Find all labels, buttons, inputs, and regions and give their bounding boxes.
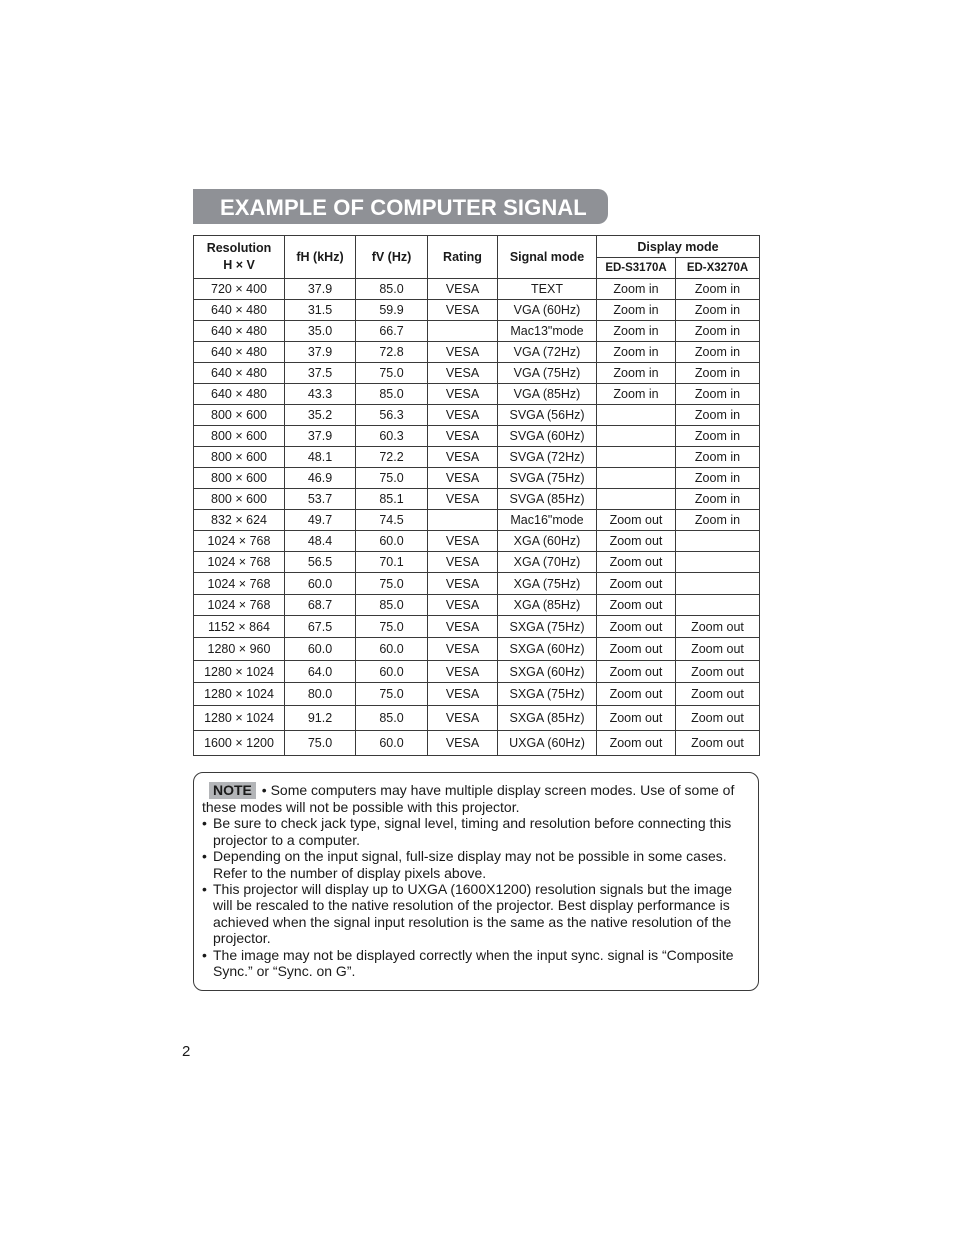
cell-display-ed-x3270a: Zoom in [676, 468, 760, 489]
cell-signal-mode: SXGA (75Hz) [498, 616, 597, 638]
cell-display-ed-s3170a: Zoom in [597, 321, 676, 342]
cell-fh: 64.0 [285, 661, 356, 683]
cell-signal-mode: SVGA (56Hz) [498, 405, 597, 426]
cell-resolution: 800 × 600 [194, 426, 285, 447]
cell-display-ed-s3170a: Zoom out [597, 616, 676, 638]
note-item-text: Depending on the input signal, full-size display may not be possible in some cases. Refer to the number of display pixels above. [213, 848, 727, 881]
cell-resolution: 1024 × 768 [194, 573, 285, 595]
note-item [202, 815, 748, 848]
cell-fh: 37.9 [285, 426, 356, 447]
cell-signal-mode: SVGA (75Hz) [498, 468, 597, 489]
note-bullet: • [202, 881, 207, 898]
cell-fh: 68.7 [285, 595, 356, 616]
cell-display-ed-s3170a: Zoom out [597, 573, 676, 595]
cell-fv: 75.0 [356, 468, 428, 489]
table-row [194, 468, 760, 489]
cell-rating: VESA [428, 706, 498, 731]
cell-fh: 75.0 [285, 731, 356, 756]
cell-fh: 80.0 [285, 683, 356, 706]
cell-display-ed-s3170a: Zoom out [597, 731, 676, 756]
cell-resolution: 1600 × 1200 [194, 731, 285, 756]
header-fv: fV (Hz) [356, 236, 428, 279]
cell-fv: 75.0 [356, 616, 428, 638]
note-bullet: • [202, 848, 207, 865]
header-rating: Rating [428, 236, 498, 279]
cell-fv: 70.1 [356, 552, 428, 573]
computer-signal-table [193, 235, 760, 756]
cell-display-ed-x3270a: Zoom out [676, 616, 760, 638]
cell-display-ed-s3170a: Zoom out [597, 510, 676, 531]
table-row [194, 595, 760, 616]
cell-rating: VESA [428, 300, 498, 321]
cell-display-ed-s3170a: Zoom out [597, 706, 676, 731]
note-item [202, 848, 748, 881]
note-item [202, 947, 748, 980]
cell-resolution: 1280 × 1024 [194, 661, 285, 683]
cell-fh: 35.0 [285, 321, 356, 342]
note-label: NOTE [209, 782, 256, 799]
cell-display-ed-x3270a: Zoom in [676, 363, 760, 384]
table-row [194, 510, 760, 531]
cell-rating: VESA [428, 447, 498, 468]
cell-fv: 75.0 [356, 683, 428, 706]
cell-resolution: 1024 × 768 [194, 552, 285, 573]
cell-signal-mode: XGA (70Hz) [498, 552, 597, 573]
cell-resolution: 1024 × 768 [194, 531, 285, 552]
cell-fh: 48.4 [285, 531, 356, 552]
cell-rating: VESA [428, 426, 498, 447]
table-row [194, 405, 760, 426]
note-bullet: • [261, 782, 267, 798]
cell-rating: VESA [428, 363, 498, 384]
cell-fh: 37.5 [285, 363, 356, 384]
cell-display-ed-x3270a: Zoom out [676, 638, 760, 661]
cell-fv: 85.0 [356, 384, 428, 405]
cell-signal-mode: VGA (75Hz) [498, 363, 597, 384]
table-row [194, 363, 760, 384]
cell-signal-mode: TEXT [498, 279, 597, 300]
note-bullet: • [202, 946, 207, 963]
cell-signal-mode: VGA (85Hz) [498, 384, 597, 405]
cell-fv: 75.0 [356, 363, 428, 384]
cell-resolution: 1280 × 960 [194, 638, 285, 661]
cell-fh: 37.9 [285, 342, 356, 363]
header-fh: fH (kHz) [285, 236, 356, 279]
cell-fh: 67.5 [285, 616, 356, 638]
cell-display-ed-s3170a: Zoom in [597, 300, 676, 321]
cell-resolution: 1152 × 864 [194, 616, 285, 638]
cell-fh: 43.3 [285, 384, 356, 405]
table-row [194, 552, 760, 573]
cell-display-ed-s3170a: Zoom in [597, 342, 676, 363]
cell-rating: VESA [428, 616, 498, 638]
cell-signal-mode: XGA (60Hz) [498, 531, 597, 552]
signal-table-body [194, 279, 760, 756]
cell-signal-mode: Mac13"mode [498, 321, 597, 342]
cell-fh: 31.5 [285, 300, 356, 321]
table-row [194, 279, 760, 300]
table-row [194, 661, 760, 683]
table-row [194, 616, 760, 638]
cell-display-ed-x3270a: Zoom out [676, 706, 760, 731]
cell-resolution: 640 × 480 [194, 342, 285, 363]
note-item-text: This projector will display up to UXGA (1600X1200) resolution signals but the image will be rescaled to the native resolution of the projector. Best display performance is achieved when the signal input resolution is the same as the native resolution of the projector. [213, 881, 733, 947]
table-row [194, 573, 760, 595]
cell-fv: 60.0 [356, 531, 428, 552]
cell-signal-mode: SVGA (85Hz) [498, 489, 597, 510]
cell-display-ed-x3270a: Zoom in [676, 489, 760, 510]
cell-rating: VESA [428, 573, 498, 595]
cell-display-ed-x3270a: Zoom in [676, 426, 760, 447]
cell-resolution: 800 × 600 [194, 489, 285, 510]
cell-resolution: 640 × 480 [194, 300, 285, 321]
cell-resolution: 640 × 480 [194, 321, 285, 342]
table-row [194, 384, 760, 405]
cell-resolution: 1280 × 1024 [194, 706, 285, 731]
note-bullet: • [202, 815, 207, 832]
cell-fh: 37.9 [285, 279, 356, 300]
cell-fh: 60.0 [285, 573, 356, 595]
cell-fv: 85.0 [356, 279, 428, 300]
cell-resolution: 800 × 600 [194, 405, 285, 426]
cell-fh: 49.7 [285, 510, 356, 531]
cell-display-ed-x3270a [676, 531, 760, 552]
note-item-text: Be sure to check jack type, signal level, timing and resolution before connecting this projector to a computer. [213, 815, 732, 848]
cell-signal-mode: VGA (72Hz) [498, 342, 597, 363]
cell-display-ed-s3170a [597, 447, 676, 468]
cell-display-ed-s3170a [597, 489, 676, 510]
cell-resolution: 800 × 600 [194, 447, 285, 468]
cell-display-ed-x3270a [676, 595, 760, 616]
cell-fv: 85.1 [356, 489, 428, 510]
cell-fv: 74.5 [356, 510, 428, 531]
cell-rating [428, 321, 498, 342]
cell-rating: VESA [428, 661, 498, 683]
cell-rating: VESA [428, 489, 498, 510]
cell-resolution: 1280 × 1024 [194, 683, 285, 706]
cell-signal-mode: SXGA (60Hz) [498, 661, 597, 683]
cell-rating: VESA [428, 405, 498, 426]
table-row [194, 342, 760, 363]
cell-fv: 60.0 [356, 661, 428, 683]
cell-display-ed-s3170a: Zoom out [597, 638, 676, 661]
table-row [194, 638, 760, 661]
cell-fv: 59.9 [356, 300, 428, 321]
cell-fv: 85.0 [356, 595, 428, 616]
cell-display-ed-x3270a: Zoom in [676, 342, 760, 363]
cell-rating: VESA [428, 531, 498, 552]
cell-fv: 56.3 [356, 405, 428, 426]
cell-display-ed-s3170a [597, 468, 676, 489]
header-resolution [194, 236, 285, 279]
header-resolution-line2: H × V [223, 258, 255, 272]
cell-fh: 91.2 [285, 706, 356, 731]
cell-fv: 60.3 [356, 426, 428, 447]
cell-signal-mode: SXGA (85Hz) [498, 706, 597, 731]
cell-fh: 35.2 [285, 405, 356, 426]
cell-fh: 48.1 [285, 447, 356, 468]
cell-signal-mode: SXGA (60Hz) [498, 638, 597, 661]
table-row [194, 731, 760, 756]
cell-display-ed-x3270a: Zoom in [676, 321, 760, 342]
cell-resolution: 832 × 624 [194, 510, 285, 531]
cell-resolution: 800 × 600 [194, 468, 285, 489]
cell-signal-mode: XGA (85Hz) [498, 595, 597, 616]
cell-rating: VESA [428, 638, 498, 661]
cell-resolution: 640 × 480 [194, 384, 285, 405]
cell-display-ed-s3170a [597, 426, 676, 447]
cell-resolution: 1024 × 768 [194, 595, 285, 616]
cell-rating: VESA [428, 731, 498, 756]
cell-display-ed-x3270a: Zoom in [676, 384, 760, 405]
cell-display-ed-x3270a: Zoom in [676, 405, 760, 426]
section-title: EXAMPLE OF COMPUTER SIGNAL [193, 189, 608, 224]
cell-fv: 60.0 [356, 731, 428, 756]
header-display-mode: Display mode [597, 236, 760, 258]
cell-fv: 72.8 [356, 342, 428, 363]
cell-fh: 53.7 [285, 489, 356, 510]
header-resolution-line1: Resolution [206, 241, 272, 255]
cell-display-ed-x3270a: Zoom out [676, 731, 760, 756]
cell-signal-mode: SXGA (75Hz) [498, 683, 597, 706]
header-model-ed-s3170a: ED-S3170A [597, 258, 676, 279]
cell-display-ed-x3270a: Zoom in [676, 279, 760, 300]
cell-display-ed-x3270a: Zoom in [676, 510, 760, 531]
cell-display-ed-s3170a: Zoom out [597, 661, 676, 683]
cell-signal-mode: XGA (75Hz) [498, 573, 597, 595]
cell-rating: VESA [428, 468, 498, 489]
table-row [194, 426, 760, 447]
note-box [193, 772, 759, 991]
cell-display-ed-x3270a: Zoom in [676, 300, 760, 321]
cell-rating: VESA [428, 595, 498, 616]
note-item-text: The image may not be displayed correctly when the input sync. signal is “Composite Sync.” or “Sync. on G”. [213, 946, 734, 980]
header-model-ed-x3270a: ED-X3270A [676, 258, 760, 279]
note-first-paragraph [202, 782, 748, 815]
note-first-text: Some computers may have multiple display screen modes. Use of some of these modes will not be possible with this projector. [202, 782, 735, 815]
cell-fv: 60.0 [356, 638, 428, 661]
cell-rating [428, 510, 498, 531]
cell-rating: VESA [428, 279, 498, 300]
cell-display-ed-s3170a: Zoom in [597, 363, 676, 384]
cell-display-ed-s3170a: Zoom out [597, 552, 676, 573]
cell-display-ed-x3270a: Zoom out [676, 683, 760, 706]
cell-fh: 60.0 [285, 638, 356, 661]
table-row [194, 447, 760, 468]
cell-display-ed-s3170a: Zoom out [597, 595, 676, 616]
table-row [194, 531, 760, 552]
header-signal-mode: Signal mode [498, 236, 597, 279]
cell-display-ed-x3270a: Zoom out [676, 661, 760, 683]
cell-rating: VESA [428, 552, 498, 573]
cell-resolution: 640 × 480 [194, 363, 285, 384]
cell-fh: 46.9 [285, 468, 356, 489]
cell-display-ed-x3270a [676, 552, 760, 573]
cell-fh: 56.5 [285, 552, 356, 573]
cell-display-ed-s3170a: Zoom out [597, 531, 676, 552]
cell-rating: VESA [428, 342, 498, 363]
cell-resolution: 720 × 400 [194, 279, 285, 300]
cell-rating: VESA [428, 683, 498, 706]
cell-fv: 66.7 [356, 321, 428, 342]
cell-display-ed-x3270a: Zoom in [676, 447, 760, 468]
cell-signal-mode: SVGA (60Hz) [498, 426, 597, 447]
cell-fv: 75.0 [356, 573, 428, 595]
cell-display-ed-s3170a: Zoom in [597, 279, 676, 300]
cell-signal-mode: Mac16"mode [498, 510, 597, 531]
cell-signal-mode: UXGA (60Hz) [498, 731, 597, 756]
table-row [194, 489, 760, 510]
cell-display-ed-s3170a: Zoom out [597, 683, 676, 706]
cell-fv: 72.2 [356, 447, 428, 468]
cell-fv: 85.0 [356, 706, 428, 731]
table-row [194, 683, 760, 706]
cell-rating: VESA [428, 384, 498, 405]
table-row [194, 300, 760, 321]
cell-display-ed-s3170a [597, 405, 676, 426]
note-item [202, 881, 748, 947]
cell-signal-mode: SVGA (72Hz) [498, 447, 597, 468]
page-number: 2 [182, 1043, 191, 1060]
cell-display-ed-s3170a: Zoom in [597, 384, 676, 405]
note-list [202, 815, 748, 979]
cell-display-ed-x3270a [676, 573, 760, 595]
cell-signal-mode: VGA (60Hz) [498, 300, 597, 321]
table-row [194, 321, 760, 342]
table-row [194, 706, 760, 731]
